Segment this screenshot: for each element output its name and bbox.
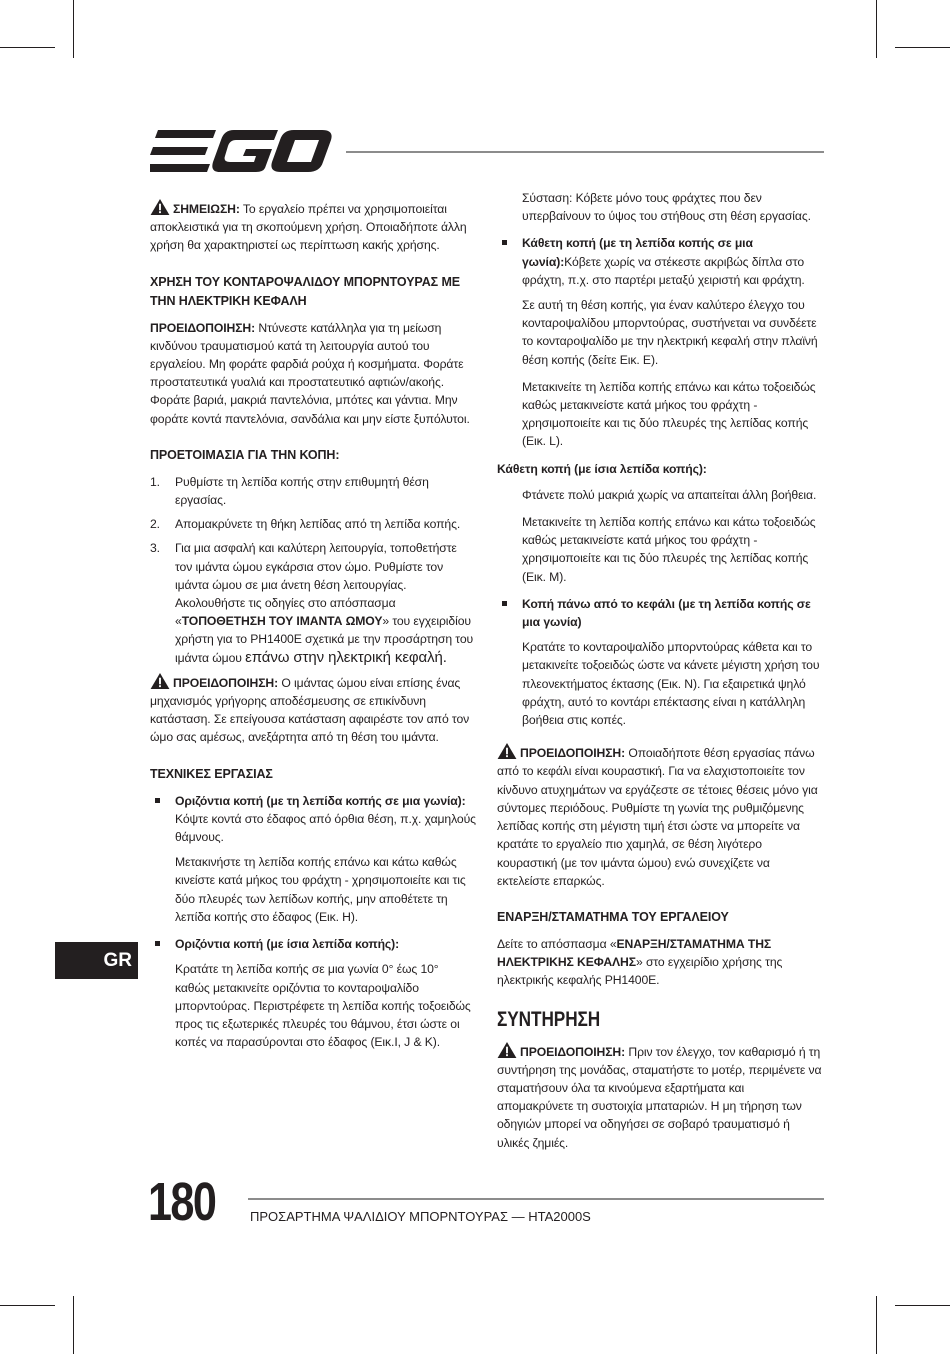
bullet-text: Κόψτε κοντά στο έδαφος από όρθια θέση, π.χ. χαμηλούς θάμνους.	[175, 811, 476, 845]
bullet-item	[497, 234, 823, 289]
indented-paragraph: Σε αυτή τη θέση κοπής, για έναν καλύτερο έλεγχο του κονταροψαλίδου μπορντούρας, συστήνεται να συνδέετε το κονταροψαλίδο με την ηλεκτρική κεφαλή στην πλαϊνή θέση κοπής (δείτε Εικ. E).	[522, 298, 818, 367]
start-reference: ΕΝΑΡΞΗ/ΣΤΑΜΑΤΗΜΑ ΤΗΣ ΗΛΕΚΤΡΙΚΗΣ ΚΕΦΑΛΗΣ	[497, 936, 772, 970]
bullet-marker	[502, 601, 507, 606]
note-paragraph	[150, 199, 476, 255]
list-item	[150, 539, 476, 666]
step-text: » του εγχειριδίου χρήστη για το PH1400E σχετικά με την προσάρτηση του ιμάντα ώμου	[175, 614, 474, 665]
step-number: 2.	[150, 517, 160, 532]
warning-paragraph	[150, 319, 476, 428]
language-tab: GR	[55, 942, 138, 979]
preparation-steps	[150, 473, 476, 667]
warning-label: ΠΡΟΕΙΔΟΠΟΙΗΣΗ:	[150, 320, 256, 335]
bullet-marker	[155, 798, 160, 803]
warning-text: Πριν τον έλεγχο, τον καθαρισμό ή τη συντήρηση της μονάδας, σταματήστε το μοτέρ, περιμένετε να σταματήσουν όλα τα κινούμενα εξαρτήματα και απομακρύνετε τη συστοιχία μπαταριών. Η μη τήρηση των οδηγιών μπορεί να οδηγήσει σε σοβαρό τραυματισμό ή υλικές ζημιές.	[497, 1044, 822, 1150]
bullet-item	[497, 595, 823, 631]
warning-text: Ο ιμάντας ώμου είναι επίσης ένας μηχανισμός γρήγορης αποδέσμευσης σε επικίνδυνη κατάσταση. Σε επείγουσα κατάσταση αφαιρέστε τον από τον ώμο σας αμέσως, ανεξάρτητα από τη θέση του ιμάντα.	[150, 675, 470, 745]
warning-icon	[497, 1042, 517, 1058]
warning-paragraph	[150, 673, 476, 747]
warning-paragraph	[497, 1042, 823, 1152]
footer-title: ΠΡΟΣΑΡΤΗΜΑ ΨΑΛΙΔΙΟΥ ΜΠΟΡΝΤΟΥΡΑΣ — HTA2000S	[250, 1209, 591, 1224]
step-number: 3.	[150, 541, 160, 556]
bullet-item	[150, 792, 476, 847]
warning-label: ΠΡΟΕΙΔΟΠΟΙΗΣΗ:	[173, 675, 279, 690]
indented-paragraph: Φτάνετε πολύ μακριά χωρίς να απαιτείται άλλη βοήθεια.	[522, 487, 817, 502]
step-number: 1.	[150, 474, 160, 489]
ego-logo	[150, 130, 332, 172]
crop-mark	[73, 0, 74, 58]
heading-use: ΧΡΗΣΗ ΤΟΥ ΚΟΝΤΑΡΟΨΑΛΙΔΟΥ ΜΠΟΡΝΤΟΥΡΑΣ ΜΕ ΤΗΝ ΗΛΕΚΤΡΙΚΗ ΚΕΦΑΛΗ	[150, 274, 460, 308]
start-paragraph	[497, 935, 823, 990]
indented-paragraph: Μετακινείτε τη λεπίδα κοπής επάνω και κάτω τοξοειδώς καθώς μετακινείστε κατά μήκος του φράχτη - χρησιμοποιείτε και τις δύο πλευρές της λεπίδας κοπής (Εικ. M).	[522, 515, 816, 584]
warning-paragraph	[497, 743, 823, 890]
step-text: Ρυθμίστε τη λεπίδα κοπής στην επιθυμητή θέση εργασίας.	[175, 474, 429, 508]
indented-paragraph: Κρατάτε τη λεπίδα κοπής σε μια γωνία 0° έως 10° καθώς μετακινείτε οριζόντια το κονταροψαλίδο μπορντούρας. Περιστρέφετε τη λεπίδα κοπής τοξοειδώς προς τις εξωτερικές πλευρές του θάμνου, έτσι ώστε οι κοπές να παρασύρονται στο έδαφος (Εικ.I, J & K).	[175, 962, 471, 1050]
note-label: ΣΗΜΕΙΩΣΗ:	[173, 202, 240, 216]
bullet-title: Οριζόντια κοπή (με ίσια λεπίδα κοπής):	[175, 937, 400, 952]
bullet-item	[150, 935, 476, 953]
bullet-text: Κόβετε χωρίς να στέκεστε ακριβώς δίπλα στο φράχτη, π.χ. στο παρτέρι μεταξύ χειριστή και φράχτη.	[522, 254, 805, 287]
indented-paragraph: Σύσταση: Κόβετε μόνο τους φράχτες που δεν υπερβαίνουν το ύψος του στήθους στη θέση εργασίας.	[522, 191, 811, 224]
footer-rule	[248, 1198, 824, 1200]
heading-maintenance: ΣΥΝΤΗΡΗΣΗ	[497, 1007, 601, 1031]
warning-label: ΠΡΟΕΙΔΟΠΟΙΗΣΗ:	[520, 746, 626, 761]
step-reference: ΤΟΠΟΘΕΤΗΣΗ ΤΟΥ ΙΜΑΝΤΑ ΩΜΟΥ	[181, 614, 383, 629]
note-text: Το εργαλείο πρέπει να χρησιμοποιείται αποκλειστικά για τη σκοπούμενη χρήση. Οποιαδήποτε άλλη χρήση θα χαρακτηριστεί ως περίπτωση κακής χρήσης.	[150, 202, 467, 253]
bullet-marker	[502, 240, 507, 245]
indented-paragraph: Μετακινείτε τη λεπίδα κοπής επάνω και κάτω τοξοειδώς καθώς μετακινείστε κατά μήκος του φράχτη - χρησιμοποιείτε και τις δύο πλευρές της λεπίδας κοπής (Εικ. L).	[522, 379, 816, 449]
heading-techniques: ΤΕΧΝΙΚΕΣ ΕΡΓΑΣΙΑΣ	[150, 766, 273, 781]
bullet-title: Κάθετη κοπή (με τη λεπίδα κοπής σε μια γωνία):	[522, 236, 753, 269]
crop-mark	[876, 1296, 877, 1354]
header-rule	[346, 151, 824, 153]
warning-text: Ντύνεστε κατάλληλα για τη μείωση κινδύνου τραυματισμού κατά τη λειτουργία αυτού του εργαλείου. Μη φοράτε φαρδιά ρούχα ή κοσμήματα. Φοράτε προστατευτικά γυαλιά και προστατευτικό αφτιών/ακοής. Φοράτε βαριά, μακριά παντελόνια, μπότες και γάντια. Μην φοράτε κοντά παντελόνια, σανδάλια και μην είστε ξυπόλυτοι.	[150, 320, 470, 426]
warning-icon	[150, 199, 170, 215]
warning-text: Οποιαδήποτε θέση εργασίας πάνω από το κεφάλι είναι κουραστική. Για να ελαχιστοποιείτε τον κίνδυνο ατυχημάτων να εργάζεστε σε τέτοιες θέσεις μόνο για σύντομες περιόδους. Ρυθμίστε τη γωνία της ρυθμιζόμενης λεπίδας κοπής στη μέγιστη τιμή έτσι ώστε να μπορείτε να κρατάτε το εργαλείο πιο χαμηλά, σε θέση λιγότερο κουραστική (με τον ιμάντα ώμου) ενώ συνεχίζετε να εκτελείστε επαρκώς.	[497, 746, 818, 888]
crop-mark	[0, 1305, 55, 1306]
heading-preparation: ΠΡΟΕΤΟΙΜΑΣΙΑ ΓΙΑ ΤΗΝ ΚΟΠΗ:	[150, 447, 340, 462]
step-text: Απομακρύνετε τη θήκη λεπίδας από τη λεπίδα κοπής.	[175, 517, 461, 532]
subheading-vertical: Κάθετη κοπή (με ίσια λεπίδα κοπής):	[497, 461, 707, 476]
warning-icon	[150, 673, 170, 689]
crop-mark	[876, 0, 877, 58]
warning-icon	[497, 743, 517, 759]
page-number: 180	[148, 1172, 216, 1232]
crop-mark	[895, 47, 950, 48]
indented-paragraph: Μετακινήστε τη λεπίδα κοπής επάνω και κάτω καθώς κινείστε κατά μήκος του φράχτη - χρησιμοποιείτε και τις δύο πλευρές των λεπίδων κοπής, μην αποθέτετε τη λεπίδα κοπής στο έδαφος (Εικ. H).	[175, 855, 466, 924]
heading-start-stop: ΕΝΑΡΞΗ/ΣΤΑΜΑΤΗΜΑ ΤΟΥ ΕΡΓΑΛΕΙΟΥ	[497, 909, 729, 924]
list-item	[150, 515, 476, 533]
crop-mark	[0, 47, 55, 48]
crop-mark	[73, 1296, 74, 1354]
start-text: Δείτε το απόσπασμα «	[497, 936, 617, 951]
indented-paragraph: Κρατάτε το κονταροψαλίδο μπορντούρας κάθετα και το μετακινείτε τοξοειδώς ώστε να κάνετε μέγιστη χρήση του πλεονεκτήματος έκτασης (Εικ. N). Για εξαιρετικά ψηλό φράχτη, αυτό το κοντάρι επέκτασης είναι η κατάλληλη βοήθεια στις κοπές.	[522, 640, 820, 728]
bullet-marker	[155, 941, 160, 946]
start-text: » στο εγχειρίδιο χρήσης της ηλεκτρικής κεφαλής PH1400E.	[497, 955, 783, 988]
step-text-large: επάνω στην ηλεκτρική κεφαλή.	[245, 648, 447, 666]
right-column	[497, 189, 823, 1161]
bullet-title: Κοπή πάνω από το κεφάλι (με τη λεπίδα κοπής σε μια γωνία)	[522, 596, 811, 630]
warning-label: ΠΡΟΕΙΔΟΠΟΙΗΣΗ:	[520, 1044, 626, 1059]
left-column	[150, 199, 476, 1060]
list-item	[150, 473, 476, 509]
step-text: Για μια ασφαλή και καλύτερη λειτουργία, τοποθετήστε τον ιμάντα ώμου εγκάρσια στον ώμο. Ρυθμίστε τον ιμάντα ώμου σε μια άνετη θέση λειτουργίας. Ακολουθήστε τις οδηγίες στο απόσπασμα «	[175, 541, 457, 629]
bullet-title: Οριζόντια κοπή (με τη λεπίδα κοπής σε μια γωνία):	[175, 793, 466, 808]
crop-mark	[895, 1305, 950, 1306]
